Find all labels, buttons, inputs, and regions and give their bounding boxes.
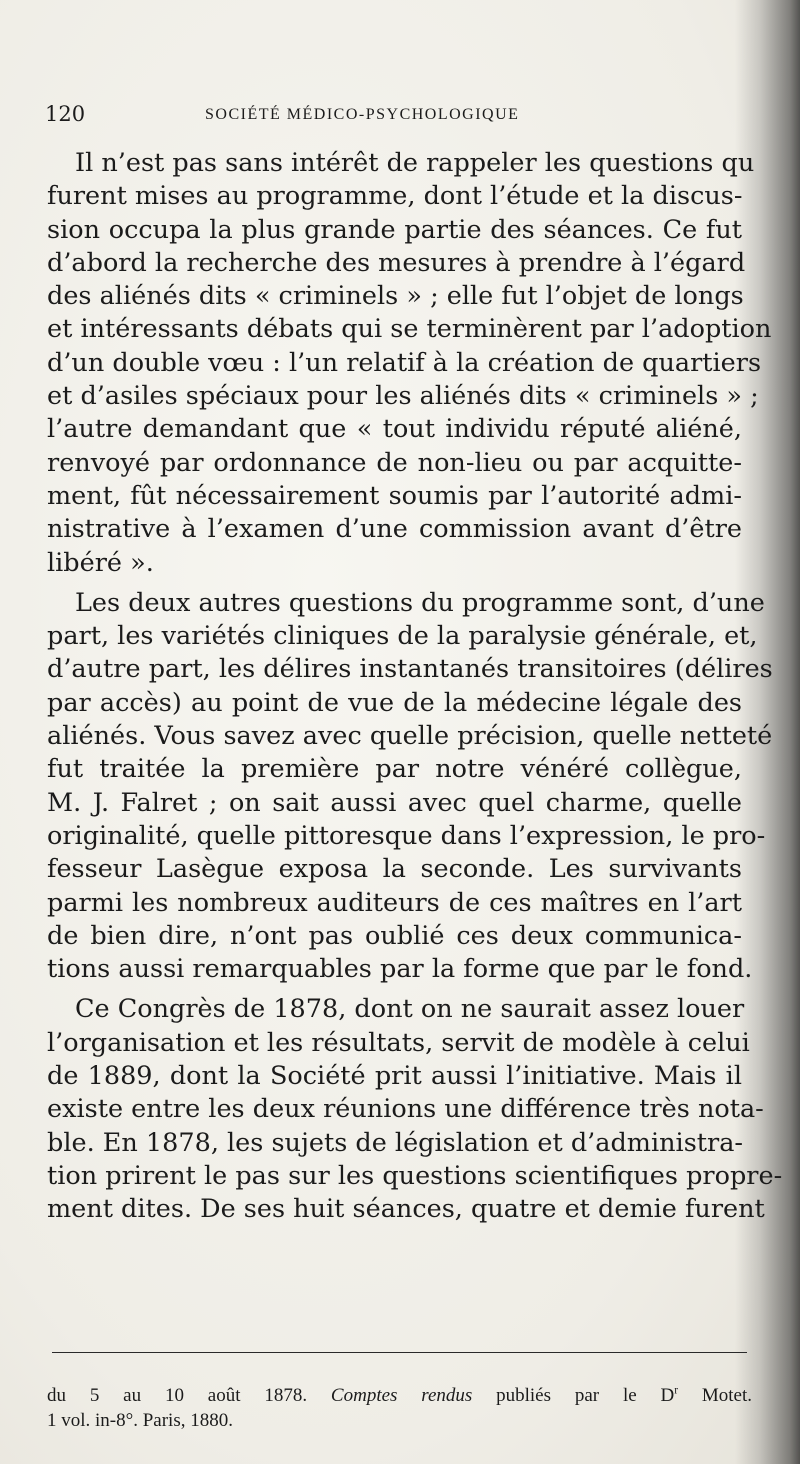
- text-line: existe entre les deux réunions une différence très nota-: [47, 1094, 764, 1125]
- text-line: de bien dire, n’ont pas oublié ces deux communica-: [47, 920, 742, 951]
- text-line: Ce Congrès de 1878, dont on ne saurait assez louer: [75, 994, 745, 1025]
- text-line: de 1889, dont la Société prit aussi l’initiative. Mais il: [47, 1061, 742, 1092]
- text-line: libéré ».: [47, 547, 154, 578]
- text-line: M. J. Falret ; on sait aussi avec quel charme, quelle: [47, 787, 742, 818]
- text-line: originalité, quelle pittoresque dans l’expression, le pro-: [47, 820, 766, 851]
- text-line: furent mises au programme, dont l’étude et la discus-: [47, 181, 743, 212]
- text-line: fut traitée la première par notre vénéré collègue,: [47, 754, 742, 785]
- page-header: [45, 102, 755, 132]
- page-number: 120: [45, 102, 86, 126]
- body-text: [47, 147, 783, 1227]
- text-line: Il n’est pas sans intérêt de rappeler les questions qu: [75, 148, 755, 178]
- text-line: Les deux autres questions du programme sont, d’une: [75, 587, 765, 618]
- text-line: et d’asiles spéciaux pour les aliénés dits « criminels » ;: [47, 381, 759, 412]
- text-line: part, les variétés cliniques de la paralysie générale, et,: [47, 621, 758, 652]
- text-line: tion prirent le pas sur les questions scientifiques propre-: [47, 1160, 783, 1191]
- text-line: sion occupa la plus grande partie des séances. Ce fut: [47, 214, 742, 245]
- footnote-text: du 5 au 10 août 1878.: [47, 1385, 331, 1406]
- text-line: et intéressants débats qui se terminèrent par l’adoption: [47, 314, 772, 345]
- text-line: d’abord la recherche des mesures à prendre à l’égard: [47, 247, 746, 278]
- text-line: parmi les nombreux auditeurs de ces maîtres en l’art: [47, 887, 742, 918]
- footnote-superscript: r: [674, 1384, 679, 1397]
- paragraph: [47, 587, 773, 987]
- text-line: ble. En 1878, les sujets de législation et d’administra-: [47, 1127, 744, 1158]
- footnote-line: 1 vol. in-8°. Paris, 1880.: [47, 1410, 233, 1431]
- footnote-text: publiés par le D: [472, 1385, 675, 1406]
- text-line: par accès) au point de vue de la médecine légale des: [47, 687, 742, 718]
- running-head: SOCIÉTÉ MÉDICO-PSYCHOLOGIQUE: [205, 106, 520, 123]
- text-line: l’autre demandant que « tout individu réputé aliéné,: [47, 414, 742, 445]
- footnote-title: Comptes rendus: [330, 1385, 473, 1406]
- text-line: ment, fût nécessairement soumis par l’autorité admi-: [47, 480, 742, 511]
- footnote: [47, 1383, 752, 1433]
- text-line: fesseur Lasègue exposa la seconde. Les survivants: [47, 854, 742, 885]
- text-line: l’organisation et les résultats, servit de modèle à celui: [47, 1027, 750, 1058]
- text-line: tions aussi remarquables par la forme que par le fond.: [47, 954, 753, 985]
- footnote-rule: [52, 1352, 747, 1353]
- text-line: nistrative à l’examen d’une commission avant d’être: [47, 514, 742, 545]
- text-line: d’un double vœu : l’un relatif à la création de quartiers: [47, 347, 762, 378]
- paragraph: [47, 147, 772, 580]
- text-line: aliénés. Vous savez avec quelle précision, quelle netteté: [47, 721, 773, 752]
- footnote-line: [47, 1383, 752, 1408]
- text-line: ment dites. De ses huit séances, quatre et demie furent: [47, 1194, 765, 1225]
- paragraph: [47, 993, 783, 1226]
- text-line: des aliénés dits « criminels » ; elle fut l’objet de longs: [47, 281, 744, 312]
- text-line: d’autre part, les délires instantanés transitoires (délires: [47, 654, 773, 685]
- footnote-text: Motet.: [678, 1385, 752, 1406]
- text-line: renvoyé par ordonnance de non-lieu ou par acquitte-: [47, 447, 742, 478]
